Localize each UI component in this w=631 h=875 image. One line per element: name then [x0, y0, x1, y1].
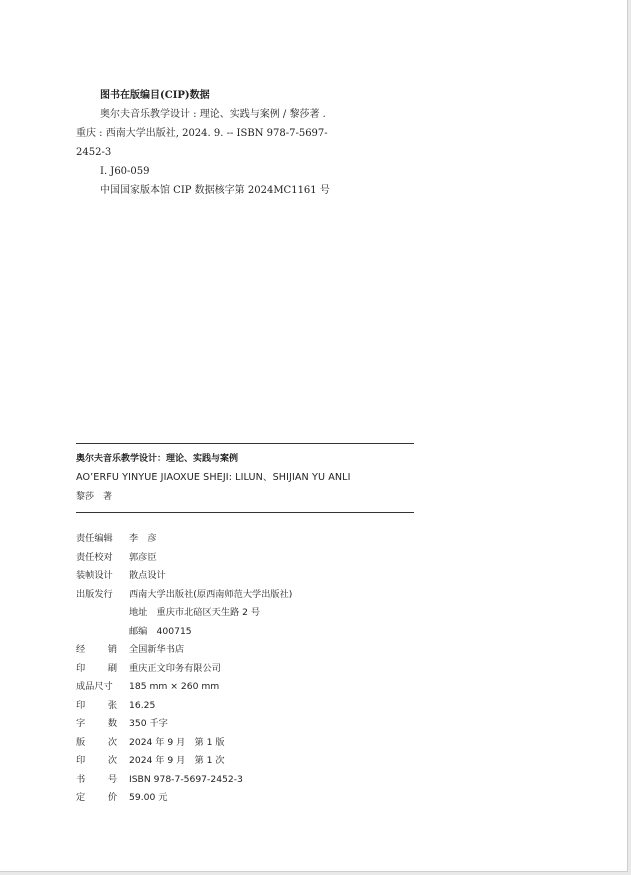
- credit-row: [76, 752, 416, 771]
- credit-label-part: 次: [107, 736, 117, 748]
- credit-value: 59.00 元: [129, 792, 168, 803]
- credit-value: 李 彦: [129, 533, 157, 544]
- credit-label-part: 次: [107, 755, 117, 766]
- credit-label: [76, 530, 129, 549]
- credit-label-part: 印: [76, 699, 86, 711]
- book-author: 黎莎 著: [76, 492, 113, 502]
- credit-label: [76, 771, 129, 790]
- credit-value: 地址 重庆市北碚区天生路 2 号: [129, 607, 261, 618]
- credit-row: [76, 715, 416, 734]
- credit-label-part: 版: [76, 736, 86, 748]
- credit-label-part: 定: [76, 792, 86, 803]
- credit-value: 16.25: [129, 699, 156, 711]
- credit-label-part: 经: [76, 644, 86, 655]
- credit-row: [76, 771, 416, 790]
- credit-label-part: 出版发行: [76, 588, 113, 600]
- credit-label: [76, 715, 129, 734]
- divider-top: [76, 443, 414, 444]
- credit-label-part: 成品尺寸: [76, 681, 113, 692]
- credit-row: [76, 623, 416, 642]
- credit-label: [76, 752, 129, 771]
- credit-value: 2024 年 9 月 第 1 次: [129, 755, 225, 766]
- credit-row: [76, 530, 416, 549]
- credit-label-part: 张: [107, 699, 117, 711]
- credit-value: 郭彦臣: [129, 551, 157, 563]
- credit-label-part: 责任编辑: [76, 533, 113, 544]
- credit-row: [76, 604, 416, 623]
- credit-label-part: 价: [107, 792, 117, 803]
- credit-row: [76, 567, 416, 586]
- credit-row: [76, 641, 416, 660]
- credit-row: [76, 734, 416, 753]
- credit-label-part: 印: [76, 755, 86, 766]
- book-title-block: [76, 452, 414, 504]
- credit-label-part: 刷: [107, 662, 117, 674]
- credit-value: 2024 年 9 月 第 1 版: [129, 736, 225, 748]
- credit-label: [76, 586, 129, 605]
- credit-value: 重庆正文印务有限公司: [129, 662, 221, 674]
- credit-value: 散点设计: [129, 570, 166, 581]
- divider-bottom: [76, 512, 414, 513]
- credit-label-part: 字: [76, 718, 86, 729]
- credit-label: [76, 734, 129, 753]
- credit-value: 185 mm × 260 mm: [129, 681, 220, 692]
- credit-row: [76, 697, 416, 716]
- credit-value: 邮编 400715: [129, 625, 192, 637]
- credit-label: [76, 789, 129, 808]
- cip-record-line: 2452-3: [76, 147, 112, 158]
- credit-label-part: 号: [107, 773, 117, 785]
- credit-label-part: 数: [107, 718, 117, 729]
- cip-heading: 图书在版编目(CIP)数据: [100, 90, 210, 101]
- credit-row: [76, 549, 416, 568]
- cip-record-line: 重庆 : 西南大学出版社, 2024. 9. -- ISBN 978-7-5697-: [76, 128, 328, 139]
- credit-label: [76, 549, 129, 568]
- credit-value: 350 千字: [129, 718, 168, 729]
- credits-table: [76, 530, 416, 808]
- credit-label-part: 书: [76, 773, 86, 785]
- credit-value: 全国新华书店: [129, 644, 185, 655]
- credit-row: [76, 660, 416, 679]
- credit-label: [76, 660, 129, 679]
- cip-block: [76, 86, 376, 200]
- book-title-zh: 奥尔夫音乐教学设计：理论、实践与案例: [76, 454, 239, 464]
- credit-label: [76, 604, 129, 623]
- cip-record-line: 奥尔夫音乐教学设计 : 理论、实践与案例 / 黎莎著 .: [100, 109, 326, 120]
- credit-label-part: 装帧设计: [76, 570, 113, 581]
- credit-row: [76, 789, 416, 808]
- cip-number: 中国国家版本馆 CIP 数据核字第 2024MC1161 号: [100, 185, 330, 196]
- credit-label: [76, 697, 129, 716]
- book-title-pinyin: AO’ERFU YINYUE JIAOXUE SHEJI: LILUN、SHIJIAN YU ANLI: [76, 472, 351, 483]
- credit-label-part: 责任校对: [76, 551, 113, 563]
- credit-value: ISBN 978-7-5697-2452-3: [129, 773, 243, 785]
- credit-label-part: 销: [107, 644, 117, 655]
- credit-label: [76, 678, 129, 697]
- credit-label-part: 印: [76, 662, 86, 674]
- cip-classification: Ⅰ. J60-059: [100, 166, 150, 177]
- credit-label: [76, 623, 129, 642]
- credit-label: [76, 641, 129, 660]
- credit-label: [76, 567, 129, 586]
- credit-row: [76, 678, 416, 697]
- credit-row: [76, 586, 416, 605]
- credit-value: 西南大学出版社(原西南师范大学出版社): [129, 588, 293, 600]
